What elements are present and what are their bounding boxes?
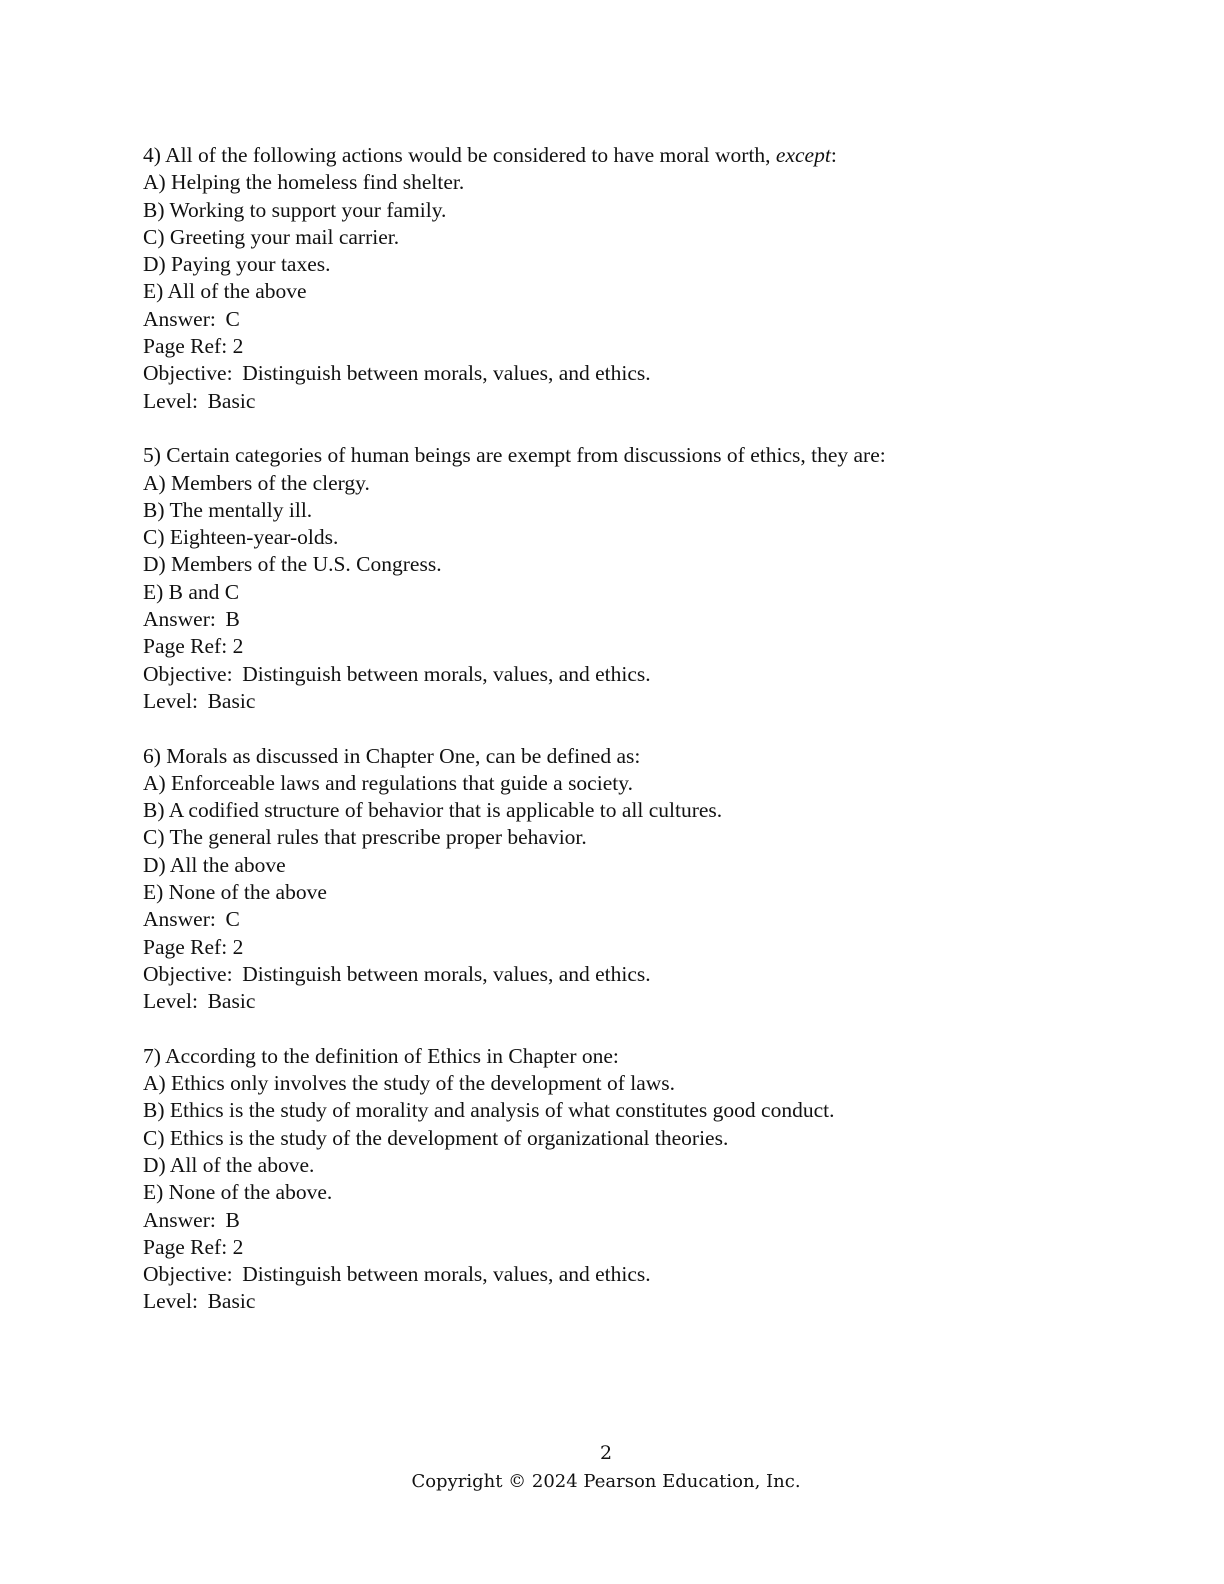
option-d: D) All of the above. bbox=[143, 1152, 315, 1177]
level-value: Basic bbox=[207, 989, 256, 1014]
page-ref-label: Page Ref: bbox=[143, 334, 228, 359]
objective-line bbox=[143, 1261, 1103, 1288]
answer-line bbox=[143, 606, 1103, 633]
copyright-notice: Copyright © 2024 Pearson Education, Inc. bbox=[411, 1471, 801, 1492]
question-stem bbox=[143, 743, 1103, 770]
question-stem bbox=[143, 1043, 1103, 1070]
option-e: E) None of the above. bbox=[143, 1180, 333, 1205]
level-value: Basic bbox=[207, 688, 256, 713]
page-ref-line bbox=[143, 934, 1103, 961]
question-7 bbox=[143, 1043, 1103, 1316]
level-label: Level: bbox=[143, 1289, 198, 1314]
option-b: B) Ethics is the study of morality and analysis of what constitutes good conduct. bbox=[143, 1098, 835, 1123]
objective-value: Distinguish between morals, values, and ethics. bbox=[242, 1262, 651, 1287]
level-value: Basic bbox=[207, 388, 256, 413]
objective-value: Distinguish between morals, values, and ethics. bbox=[242, 961, 651, 986]
page-ref-label: Page Ref: bbox=[143, 934, 228, 959]
objective-label: Objective: bbox=[143, 661, 233, 686]
question-5 bbox=[143, 442, 1103, 715]
page-ref-value: 2 bbox=[232, 1234, 244, 1259]
option-b: B) The mentally ill. bbox=[143, 497, 313, 522]
question-6 bbox=[143, 743, 1103, 1016]
objective-line bbox=[143, 360, 1103, 387]
question-stem bbox=[143, 442, 1103, 469]
answer-label: Answer: bbox=[143, 1207, 216, 1232]
option-a: A) Enforceable laws and regulations that guide a society. bbox=[143, 770, 633, 795]
level-label: Level: bbox=[143, 388, 198, 413]
page-ref-label: Page Ref: bbox=[143, 634, 228, 659]
option-a: A) Ethics only involves the study of the development of laws. bbox=[143, 1071, 676, 1096]
question-stem-emphasis: except bbox=[775, 143, 831, 167]
answer-label: Answer: bbox=[143, 306, 216, 331]
page-ref-line bbox=[143, 333, 1103, 360]
answer-label: Answer: bbox=[143, 607, 216, 632]
answer-value: B bbox=[225, 1207, 240, 1232]
option-b: B) A codified structure of behavior that is applicable to all cultures. bbox=[143, 798, 723, 823]
question-stem-text: 6) Morals as discussed in Chapter One, can be defined as: bbox=[143, 743, 641, 768]
question-stem-text: 4) All of the following actions would be considered to have moral worth, bbox=[143, 143, 776, 167]
page-ref-value: 2 bbox=[232, 934, 244, 959]
question-stem-suffix: : bbox=[830, 143, 837, 167]
option-e: E) B and C bbox=[143, 579, 240, 604]
option-b: B) Working to support your family. bbox=[143, 197, 447, 222]
page-number: 2 bbox=[599, 1442, 613, 1464]
answer-label: Answer: bbox=[143, 907, 216, 932]
option-d: D) Members of the U.S. Congress. bbox=[143, 552, 442, 577]
answer-line bbox=[143, 906, 1103, 933]
objective-line bbox=[143, 961, 1103, 988]
page-ref-label: Page Ref: bbox=[143, 1234, 228, 1259]
option-c: C) Ethics is the study of the development of organizational theories. bbox=[143, 1125, 729, 1150]
question-4 bbox=[143, 142, 1103, 415]
question-stem-text: 5) Certain categories of human beings are exempt from discussions of ethics, they are: bbox=[143, 443, 886, 468]
objective-label: Objective: bbox=[143, 961, 233, 986]
option-c: C) Greeting your mail carrier. bbox=[143, 224, 400, 249]
option-c: C) The general rules that prescribe proper behavior. bbox=[143, 825, 587, 850]
option-c: C) Eighteen-year-olds. bbox=[143, 525, 339, 550]
level-line bbox=[143, 1288, 1103, 1315]
option-a: A) Helping the homeless find shelter. bbox=[143, 170, 465, 195]
page-ref-line bbox=[143, 1234, 1103, 1261]
page-ref-value: 2 bbox=[232, 634, 244, 659]
level-value: Basic bbox=[207, 1289, 256, 1314]
answer-value: B bbox=[225, 607, 240, 632]
objective-label: Objective: bbox=[143, 361, 233, 386]
page-ref-line bbox=[143, 633, 1103, 660]
option-a: A) Members of the clergy. bbox=[143, 470, 370, 495]
answer-line bbox=[143, 1207, 1103, 1234]
answer-value: C bbox=[225, 907, 240, 932]
level-label: Level: bbox=[143, 989, 198, 1014]
page-ref-value: 2 bbox=[232, 334, 244, 359]
answer-value: C bbox=[225, 306, 240, 331]
objective-line bbox=[143, 661, 1103, 688]
question-stem-text: 7) According to the definition of Ethics in Chapter one: bbox=[143, 1043, 619, 1068]
level-label: Level: bbox=[143, 688, 198, 713]
question-list bbox=[143, 142, 1103, 1316]
level-line bbox=[143, 988, 1103, 1015]
option-d: D) Paying your taxes. bbox=[143, 252, 331, 277]
objective-value: Distinguish between morals, values, and ethics. bbox=[242, 661, 651, 686]
option-d: D) All the above bbox=[143, 852, 286, 877]
question-stem bbox=[143, 142, 1103, 169]
objective-value: Distinguish between morals, values, and ethics. bbox=[242, 361, 651, 386]
option-e: E) All of the above bbox=[143, 279, 307, 304]
option-e: E) None of the above bbox=[143, 880, 327, 905]
level-line bbox=[143, 688, 1103, 715]
answer-line bbox=[143, 306, 1103, 333]
level-line bbox=[143, 388, 1103, 415]
objective-label: Objective: bbox=[143, 1262, 233, 1287]
